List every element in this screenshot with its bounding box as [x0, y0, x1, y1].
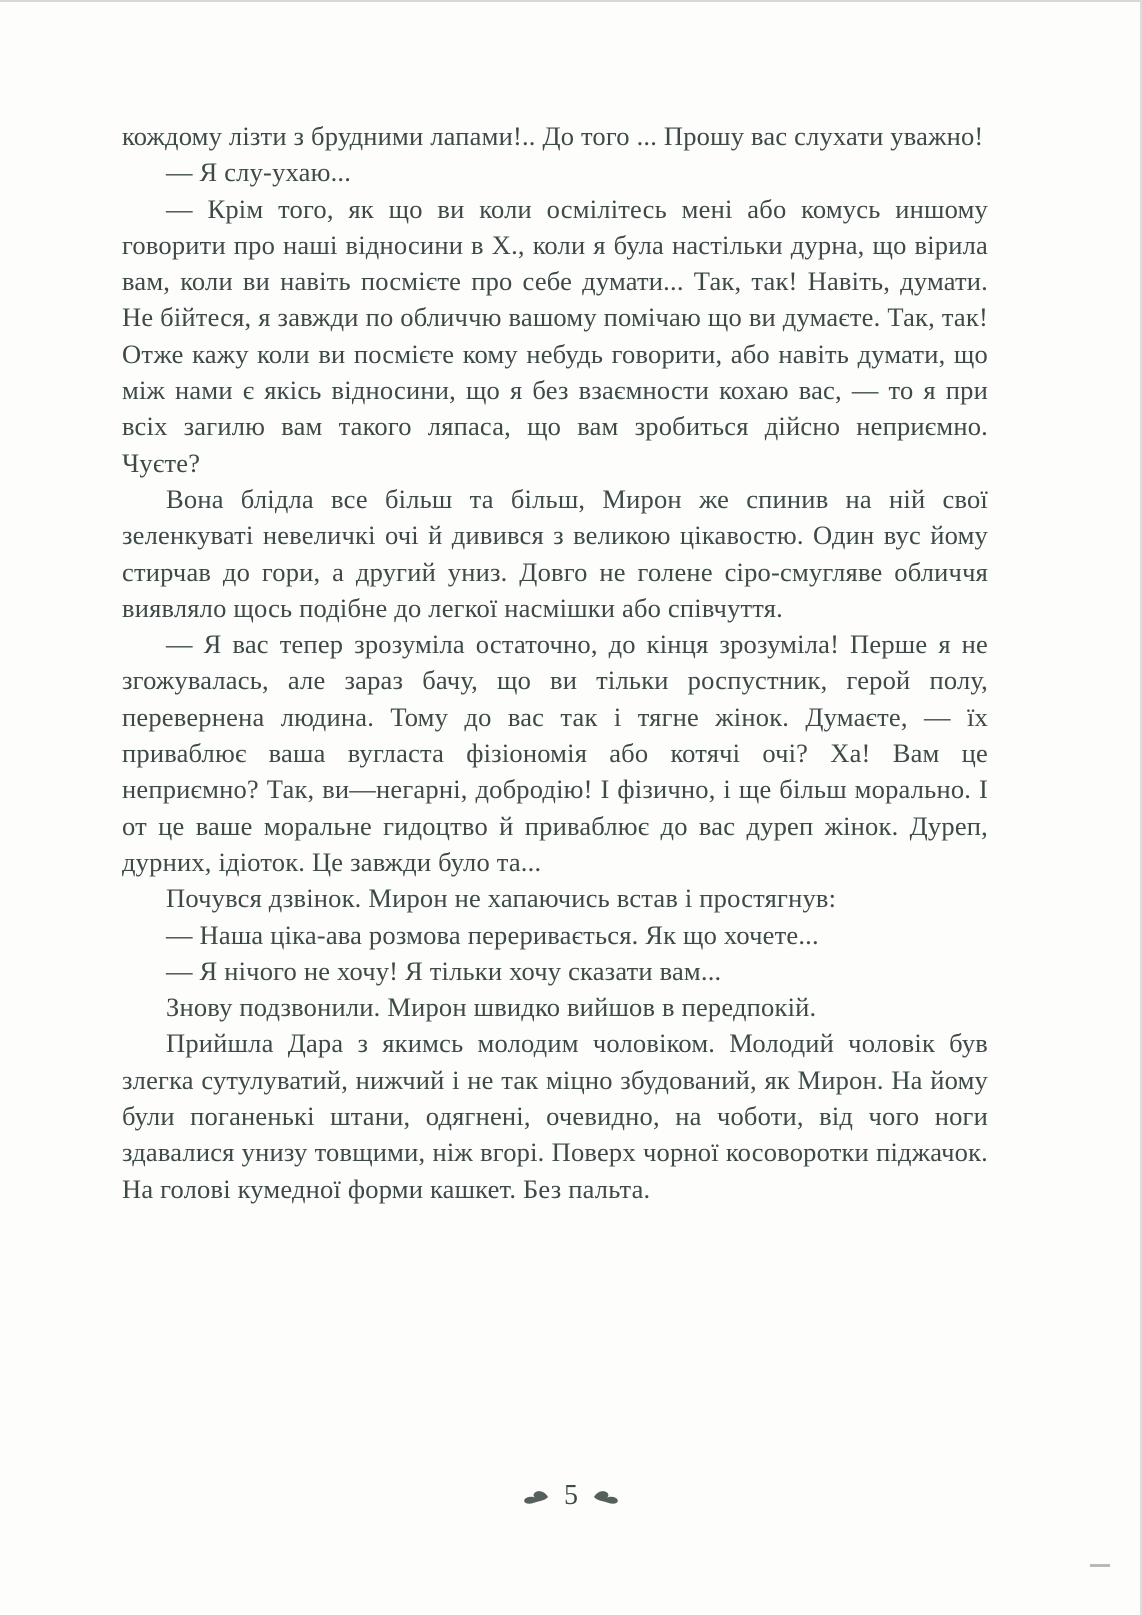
paragraph: Знову подзвонили. Мирон швидко вийшов в передпокій. [166, 992, 817, 1023]
paragraph: Прийшла Дара з якимсь молодим чоловіком. Молодий чоловік був злегка сутулуватий, нижчий і не так міцно збудований, як Мирон. На йому були поганенькі штани, одягнені, очевидно, на чоботи, від чого ноги здавалися унизу товщими, ніж вгорі. Поверх чорної косоворотки піджачок. На голові кумедної форми кашкет. Без пальта. [122, 1028, 988, 1204]
paragraph: Почувся дзвінок. Мирон не хапаючись встав і простягнув: [166, 883, 837, 914]
paragraph: — Я нічого не хочу! Я тільки хочу сказати вам... [166, 955, 722, 986]
scan-artifact-mark [1090, 1564, 1110, 1567]
paragraph: — Я вас тепер зрозуміла остаточно, до кінця зрозуміла! Перше я не згожувалась, але зараз бачу, що ви тільки роспустник, герой полу, перевернена людина. Тому до вас так і тягне жінок. Думаєте, — їх приваблює ваша вугласта фізіономія або котячі очі? Ха! Вам це неприємно? Так, ви—негарні, добродію! І фізично, і ще більш морально. І от це ваше моральне гидоцтво й приваблює до вас дуреп жінок. Дуреп, дурних, ідіоток. Це завжди було та... [122, 629, 988, 877]
paragraph: — Я слу-ухаю... [166, 157, 352, 188]
paragraph: Вона блідла все більш та більш, Мирон же спинив на ній свої зеленкуваті невеличкі очі й дивився з великою цікавостю. Один вус йому стирчав до гори, а другий униз. Довго не голене сіро-смугляве обличчя виявляло щось подібне до легкої насмішки або співчуття. [122, 483, 988, 623]
paragraph: — Крім того, як що ви коли осмілітесь мені або комусь иншому говорити про наші відносини в Х., коли я була настільки дурна, що вірила вам, коли ви навіть посмієте про себе думати... Так, так! Навіть, думати. Не бійтеся, я завжди по обличчю вашому помічаю що ви думаєте. Так, так! Отже кажу коли ви посмієте кому небудь говорити, або навіть думати, що між нами є якісь відносини, що я без взаємности кохаю вас, — то я при всіх загилю вам такого ляпаса, що вам зробиться дійсно неприємно. Чуєте? [122, 193, 988, 478]
page-footer [0, 1480, 1142, 1512]
text-block [122, 118, 988, 1207]
fleuron-right-icon [593, 1488, 619, 1505]
paragraph: — Наша ціка-ава розмова переривається. Як що хочете... [166, 919, 819, 950]
paragraph: кождому лізти з брудними лапами!.. До того ... Прошу вас слухати уважно! [122, 121, 984, 151]
scan-edge-top [0, 0, 1142, 2]
page-number: 5 [564, 1480, 578, 1511]
fleuron-left-icon [523, 1488, 549, 1505]
